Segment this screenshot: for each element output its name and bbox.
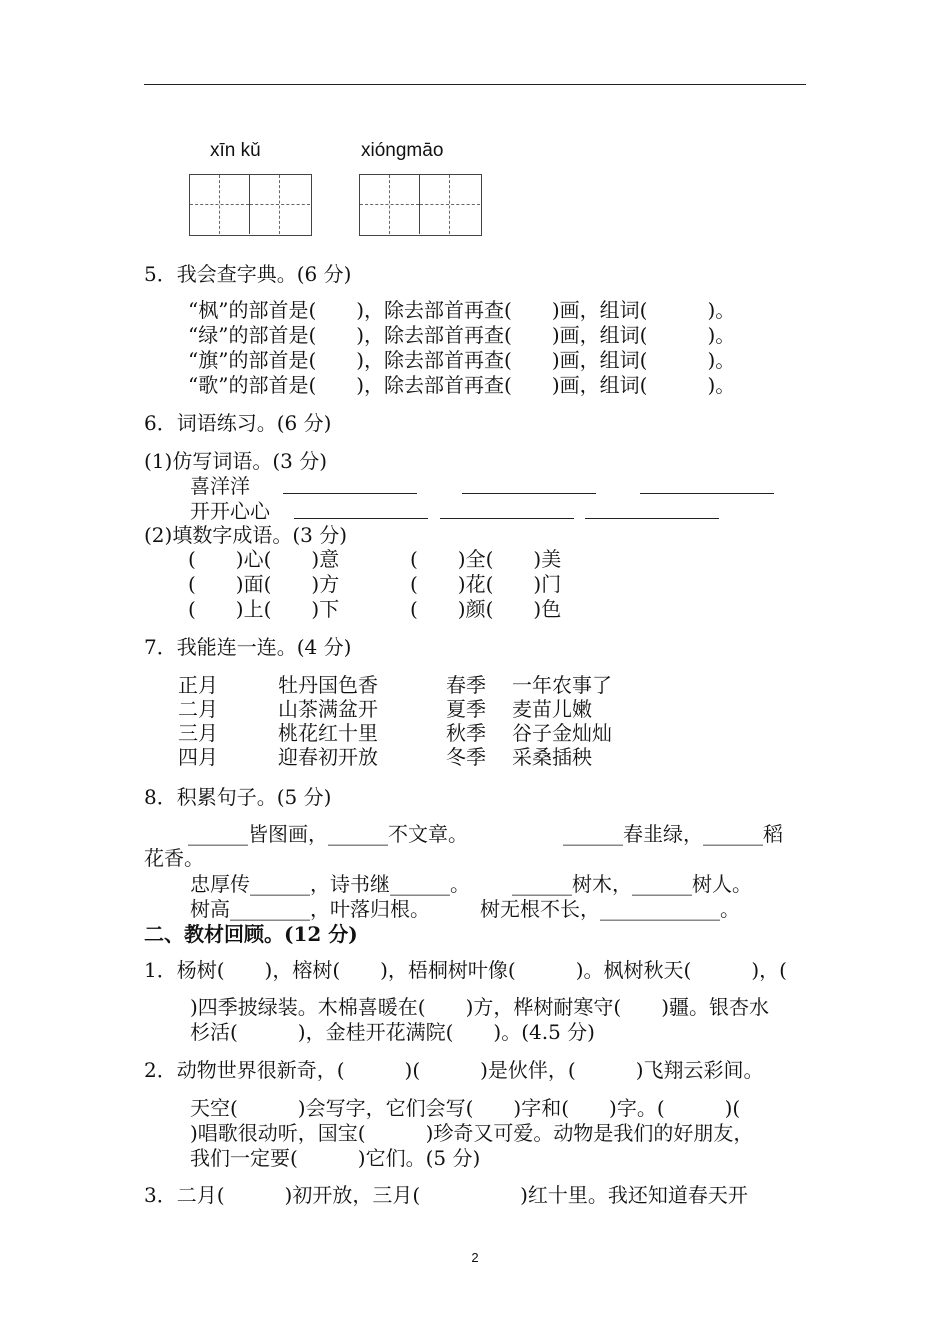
sec2-q2: 2．动物世界很新奇，( )( )是伙伴，( )飞翔云彩间。 [144, 1058, 764, 1082]
sec2-q2: 我们一定要( )它们。(5 分) [190, 1146, 481, 1170]
q5-title: 5．我会查字典。(6 分) [144, 262, 352, 286]
q7-season[interactable]: 冬季 [446, 745, 486, 769]
q6-idiom: ( )心( )意 [188, 547, 340, 571]
q8-line: 树无根不长，____________。 [480, 897, 740, 921]
q6-example-2: 开开心心 [190, 499, 270, 523]
q6-part2: (2)填数字成语。(3 分) [144, 523, 348, 547]
q8-title: 8．积累句子。(5 分) [144, 785, 332, 809]
q8-line: ______皆图画，______不文章。 [188, 822, 468, 846]
q7-title: 7．我能连一连。(4 分) [144, 635, 352, 659]
blank-line[interactable] [640, 493, 774, 494]
q7-thing[interactable]: 一年农事了 [512, 673, 612, 697]
pinyin-xinku: xīn kǔ [210, 140, 261, 161]
q7-flower[interactable]: 迎春初开放 [278, 745, 378, 769]
section2-title: 二、教材回顾。(12 分) [144, 922, 358, 946]
q5-row: “歌”的部首是( )，除去部首再查( )画，组词( )。 [188, 373, 736, 397]
q8-line: 花香。 [144, 846, 204, 870]
q7-flower[interactable]: 牡丹国色香 [278, 673, 378, 697]
q8-line: ______春韭绿，______稻 [563, 822, 783, 846]
q6-part1: (1)仿写词语。(3 分) [144, 449, 328, 473]
q6-idiom: ( )全( )美 [410, 547, 562, 571]
q7-month[interactable]: 四月 [178, 745, 218, 769]
blank-line[interactable] [440, 518, 574, 519]
q6-idiom: ( )花( )门 [410, 572, 562, 596]
q6-title: 6．词语练习。(6 分) [144, 411, 332, 435]
q5-row: “绿”的部首是( )，除去部首再查( )画，组词( )。 [188, 323, 736, 347]
q8-line: ______树木，______树人。 [512, 872, 752, 896]
blank-line[interactable] [462, 493, 596, 494]
q7-flower[interactable]: 桃花红十里 [278, 721, 378, 745]
q6-idiom: ( )面( )方 [188, 572, 340, 596]
q7-month[interactable]: 三月 [178, 721, 218, 745]
q5-row: “旗”的部首是( )，除去部首再查( )画，组词( )。 [188, 348, 736, 372]
q8-line: 忠厚传______，诗书继______。 [190, 872, 470, 896]
q7-flower[interactable]: 山茶满盆开 [278, 697, 378, 721]
q6-idiom: ( )上( )下 [188, 597, 340, 621]
q7-season[interactable]: 春季 [446, 673, 486, 697]
q7-month[interactable]: 二月 [178, 697, 218, 721]
sec2-q3: 3．二月( )初开放，三月( )红十里。我还知道春天开 [144, 1183, 748, 1207]
sec2-q1: )四季披绿装。木棉喜暖在( )方，桦树耐寒守( )疆。银杏水 [190, 995, 770, 1019]
q7-month[interactable]: 正月 [178, 673, 218, 697]
q7-thing[interactable]: 采桑插秧 [512, 745, 592, 769]
q7-thing[interactable]: 麦苗儿嫩 [512, 697, 592, 721]
q7-thing[interactable]: 谷子金灿灿 [512, 721, 612, 745]
q7-season[interactable]: 秋季 [446, 721, 486, 745]
sec2-q2: )唱歌很动听，国宝( )珍奇又可爱。动物是我们的好朋友， [190, 1121, 754, 1145]
q8-line: 树高________，叶落归根。 [190, 897, 430, 921]
writing-grid-2[interactable] [359, 174, 482, 236]
sec2-q1: 1．杨树( )，榕树( )，梧桐树叶像( )。枫树秋天( )，( [144, 958, 787, 982]
sec2-q1: 杉活( )，金桂开花满院( )。(4.5 分) [190, 1020, 595, 1044]
page-number: 2 [471, 1250, 479, 1265]
writing-grid-1[interactable] [189, 174, 312, 236]
blank-line[interactable] [585, 518, 719, 519]
q6-example-1: 喜洋洋 [190, 474, 250, 498]
header-rule [144, 84, 806, 85]
sec2-q2: 天空( )会写字，它们会写( )字和( )字。( )( [190, 1096, 741, 1120]
q6-idiom: ( )颜( )色 [410, 597, 562, 621]
pinyin-xiongmao: xióngmāo [361, 140, 444, 161]
blank-line[interactable] [283, 493, 417, 494]
q5-row: “枫”的部首是( )，除去部首再查( )画，组词( )。 [188, 298, 736, 322]
blank-line[interactable] [294, 518, 428, 519]
q7-season[interactable]: 夏季 [446, 697, 486, 721]
